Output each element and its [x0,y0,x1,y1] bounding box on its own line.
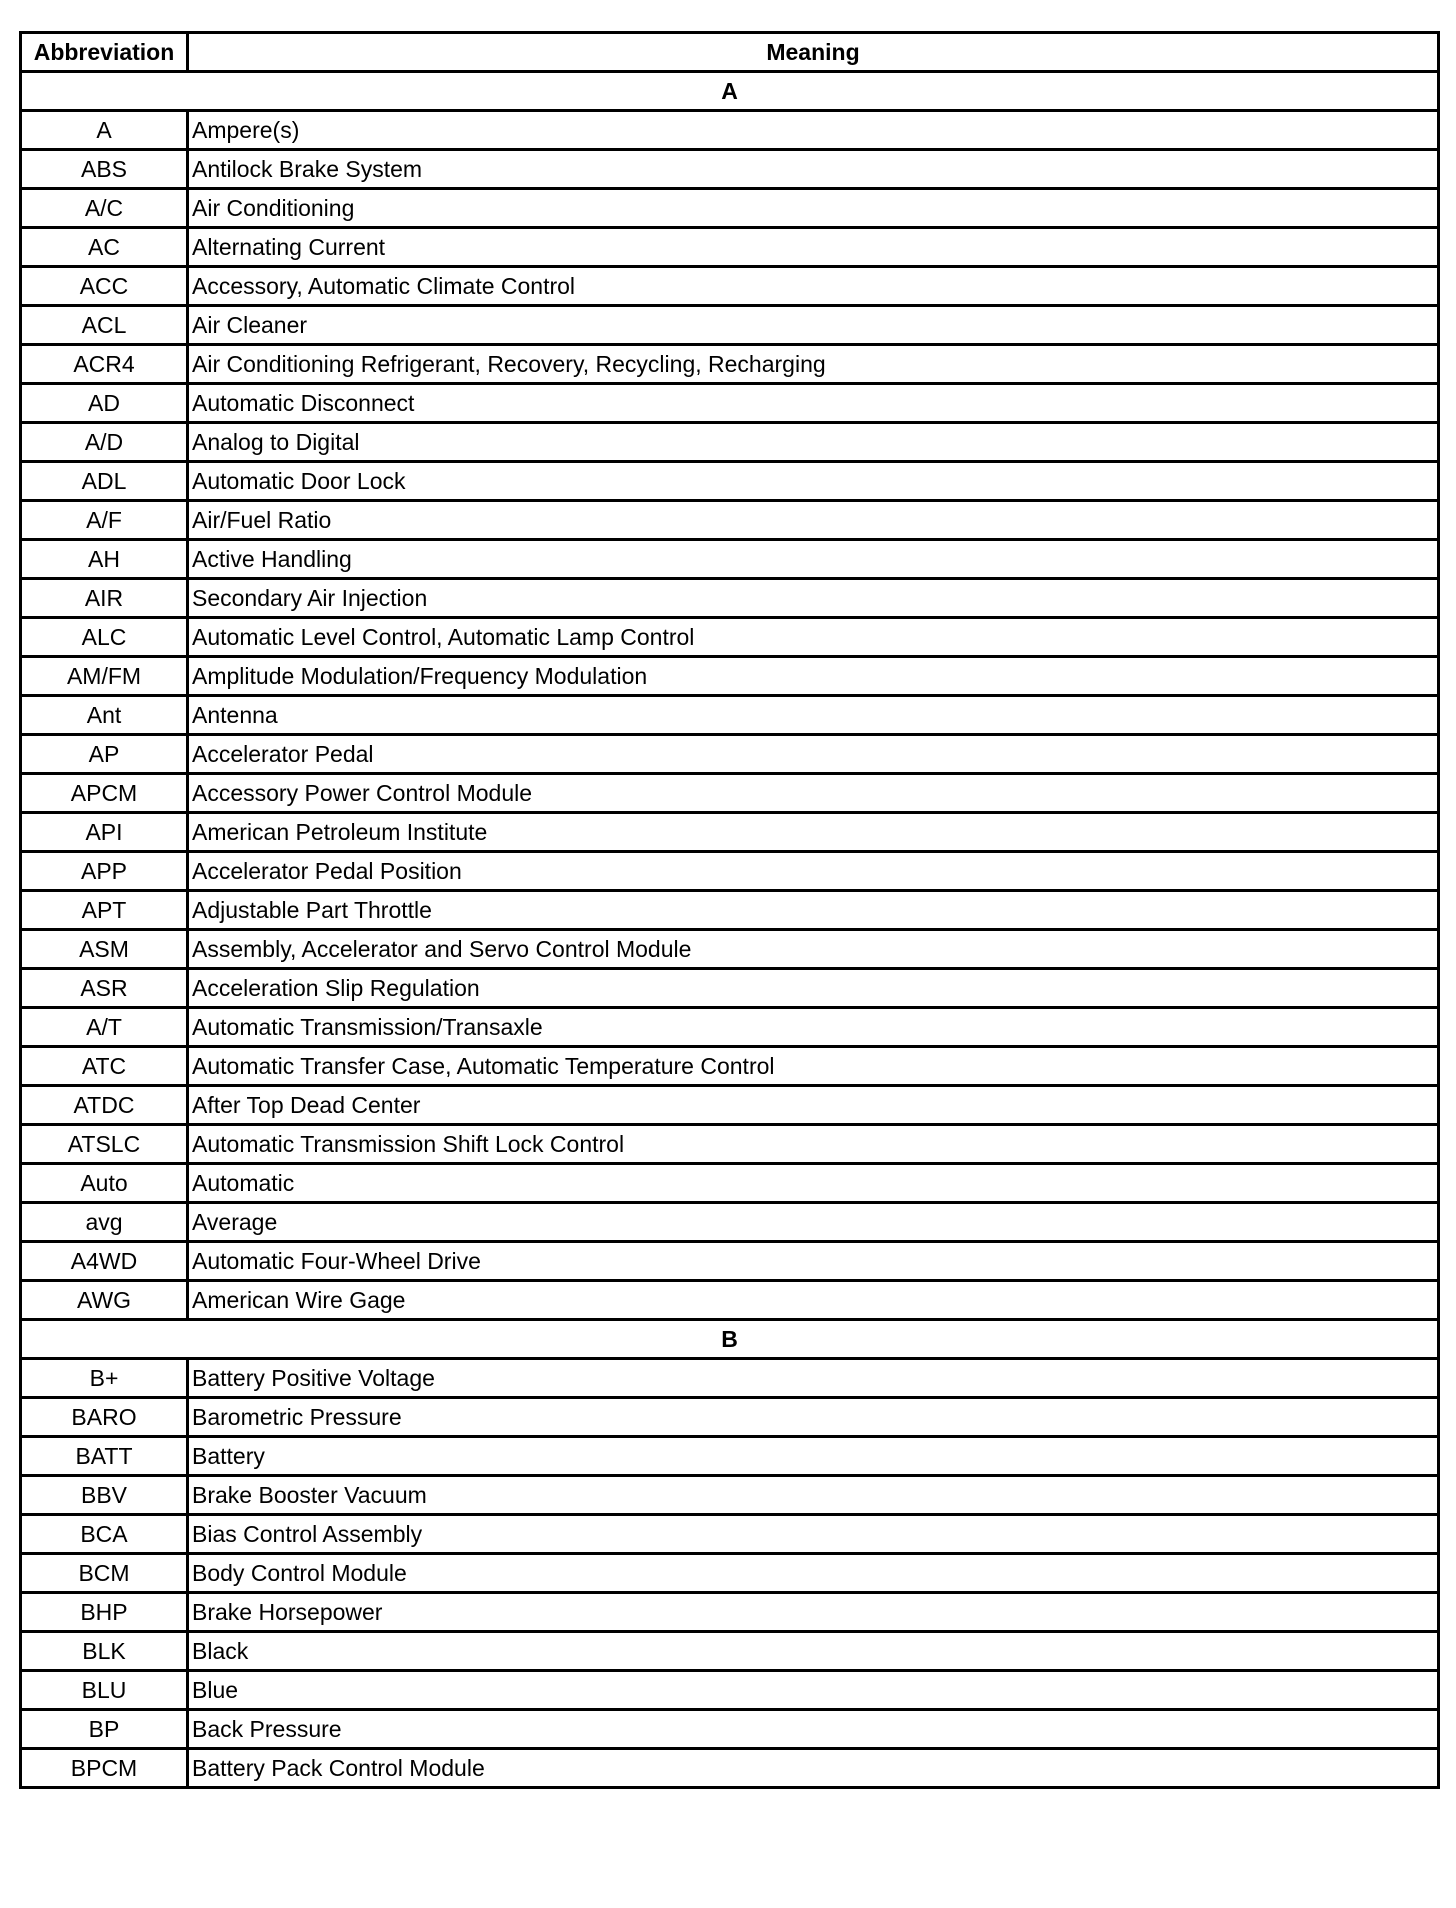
meaning-cell: Air Conditioning Refrigerant, Recovery, Recycling, Recharging [188,345,1439,384]
table-row [21,579,1439,618]
abbreviation-cell: BLU [21,1671,188,1710]
abbreviation-cell: AH [21,540,188,579]
meaning-cell: Average [188,1203,1439,1242]
abbreviation-cell: BCA [21,1515,188,1554]
header-row [21,33,1439,72]
table-body [21,72,1439,1788]
table-row [21,1554,1439,1593]
table-row [21,189,1439,228]
meaning-cell: Air/Fuel Ratio [188,501,1439,540]
table-row [21,735,1439,774]
abbreviation-cell: ASR [21,969,188,1008]
abbreviation-cell: ABS [21,150,188,189]
meaning-cell: Automatic Transfer Case, Automatic Temperature Control [188,1047,1439,1086]
meaning-cell: Bias Control Assembly [188,1515,1439,1554]
table-row [21,891,1439,930]
abbreviation-cell: ALC [21,618,188,657]
abbreviation-cell: ASM [21,930,188,969]
meaning-cell: Battery Pack Control Module [188,1749,1439,1788]
abbreviation-cell: avg [21,1203,188,1242]
meaning-cell: Accelerator Pedal Position [188,852,1439,891]
meaning-cell: Automatic Four-Wheel Drive [188,1242,1439,1281]
abbreviation-cell: BHP [21,1593,188,1632]
table-row [21,969,1439,1008]
table-row [21,1008,1439,1047]
table-row [21,1086,1439,1125]
abbreviation-cell: AWG [21,1281,188,1320]
abbreviation-cell: BATT [21,1437,188,1476]
abbreviation-cell: A [21,111,188,150]
table-row [21,1125,1439,1164]
meaning-cell: Accessory, Automatic Climate Control [188,267,1439,306]
meaning-cell: Automatic Door Lock [188,462,1439,501]
meaning-cell: American Wire Gage [188,1281,1439,1320]
meaning-cell: Automatic Level Control, Automatic Lamp Control [188,618,1439,657]
meaning-cell: Antilock Brake System [188,150,1439,189]
abbreviation-cell: ATC [21,1047,188,1086]
abbreviation-cell: Auto [21,1164,188,1203]
abbreviation-cell: Ant [21,696,188,735]
table-row [21,1047,1439,1086]
meaning-cell: Blue [188,1671,1439,1710]
section-letter: B [21,1320,1439,1359]
meaning-cell: Secondary Air Injection [188,579,1439,618]
meaning-cell: Amplitude Modulation/Frequency Modulation [188,657,1439,696]
abbreviation-cell: BCM [21,1554,188,1593]
abbreviation-cell: A/F [21,501,188,540]
table-row [21,384,1439,423]
table-row [21,267,1439,306]
abbreviation-column-header: Abbreviation [21,33,188,72]
abbreviation-cell: BPCM [21,1749,188,1788]
meaning-cell: Barometric Pressure [188,1398,1439,1437]
abbreviation-cell: APP [21,852,188,891]
meaning-cell: Accelerator Pedal [188,735,1439,774]
meaning-cell: Adjustable Part Throttle [188,891,1439,930]
meaning-cell: Active Handling [188,540,1439,579]
abbreviation-cell: API [21,813,188,852]
abbreviation-cell: APCM [21,774,188,813]
abbreviation-cell: AD [21,384,188,423]
table-row [21,1749,1439,1788]
meaning-cell: After Top Dead Center [188,1086,1439,1125]
meaning-cell: Battery Positive Voltage [188,1359,1439,1398]
meaning-cell: Air Cleaner [188,306,1439,345]
abbreviation-cell: ACR4 [21,345,188,384]
abbreviation-cell: AC [21,228,188,267]
abbreviation-table [19,31,1440,1789]
meaning-cell: Ampere(s) [188,111,1439,150]
abbreviation-cell: A/C [21,189,188,228]
meaning-cell: Body Control Module [188,1554,1439,1593]
abbreviation-cell: A4WD [21,1242,188,1281]
abbreviation-cell: ATDC [21,1086,188,1125]
table-row [21,1359,1439,1398]
abbreviation-cell: AIR [21,579,188,618]
abbreviation-cell: AP [21,735,188,774]
abbreviation-cell: BLK [21,1632,188,1671]
table-row [21,1398,1439,1437]
abbreviation-cell: ATSLC [21,1125,188,1164]
table-row [21,1203,1439,1242]
table-row [21,150,1439,189]
abbreviation-cell: APT [21,891,188,930]
meaning-cell: Brake Booster Vacuum [188,1476,1439,1515]
table-row [21,813,1439,852]
meaning-cell: Black [188,1632,1439,1671]
table-row [21,930,1439,969]
abbreviation-cell: ACC [21,267,188,306]
meaning-cell: Accessory Power Control Module [188,774,1439,813]
abbreviation-cell: BARO [21,1398,188,1437]
table-row [21,1242,1439,1281]
table-row [21,774,1439,813]
table-row [21,1593,1439,1632]
table-row [21,1632,1439,1671]
abbreviation-cell: A/T [21,1008,188,1047]
table-row [21,1281,1439,1320]
table-row [21,345,1439,384]
meaning-cell: Automatic Disconnect [188,384,1439,423]
table-row [21,228,1439,267]
meaning-cell: Battery [188,1437,1439,1476]
table-row [21,618,1439,657]
table-row [21,306,1439,345]
table-row [21,852,1439,891]
table-row [21,1164,1439,1203]
abbreviation-cell: A/D [21,423,188,462]
meaning-cell: Acceleration Slip Regulation [188,969,1439,1008]
abbreviation-cell: B+ [21,1359,188,1398]
table-row [21,1671,1439,1710]
meaning-column-header: Meaning [188,33,1439,72]
table-row [21,1437,1439,1476]
meaning-cell: Air Conditioning [188,189,1439,228]
meaning-cell: Analog to Digital [188,423,1439,462]
section-header-row [21,1320,1439,1359]
table-row [21,462,1439,501]
table-row [21,111,1439,150]
abbreviation-cell: AM/FM [21,657,188,696]
table-row [21,1476,1439,1515]
table-row [21,540,1439,579]
abbreviation-cell: ACL [21,306,188,345]
meaning-cell: Automatic [188,1164,1439,1203]
meaning-cell: Automatic Transmission/Transaxle [188,1008,1439,1047]
table-row [21,501,1439,540]
table-row [21,1710,1439,1749]
table-row [21,423,1439,462]
table-row [21,1515,1439,1554]
meaning-cell: Automatic Transmission Shift Lock Control [188,1125,1439,1164]
meaning-cell: Assembly, Accelerator and Servo Control Module [188,930,1439,969]
abbreviation-cell: BBV [21,1476,188,1515]
table-row [21,657,1439,696]
abbreviation-cell: ADL [21,462,188,501]
meaning-cell: Brake Horsepower [188,1593,1439,1632]
section-header-row [21,72,1439,111]
meaning-cell: American Petroleum Institute [188,813,1439,852]
meaning-cell: Alternating Current [188,228,1439,267]
meaning-cell: Back Pressure [188,1710,1439,1749]
meaning-cell: Antenna [188,696,1439,735]
abbreviation-cell: BP [21,1710,188,1749]
section-letter: A [21,72,1439,111]
table-row [21,696,1439,735]
